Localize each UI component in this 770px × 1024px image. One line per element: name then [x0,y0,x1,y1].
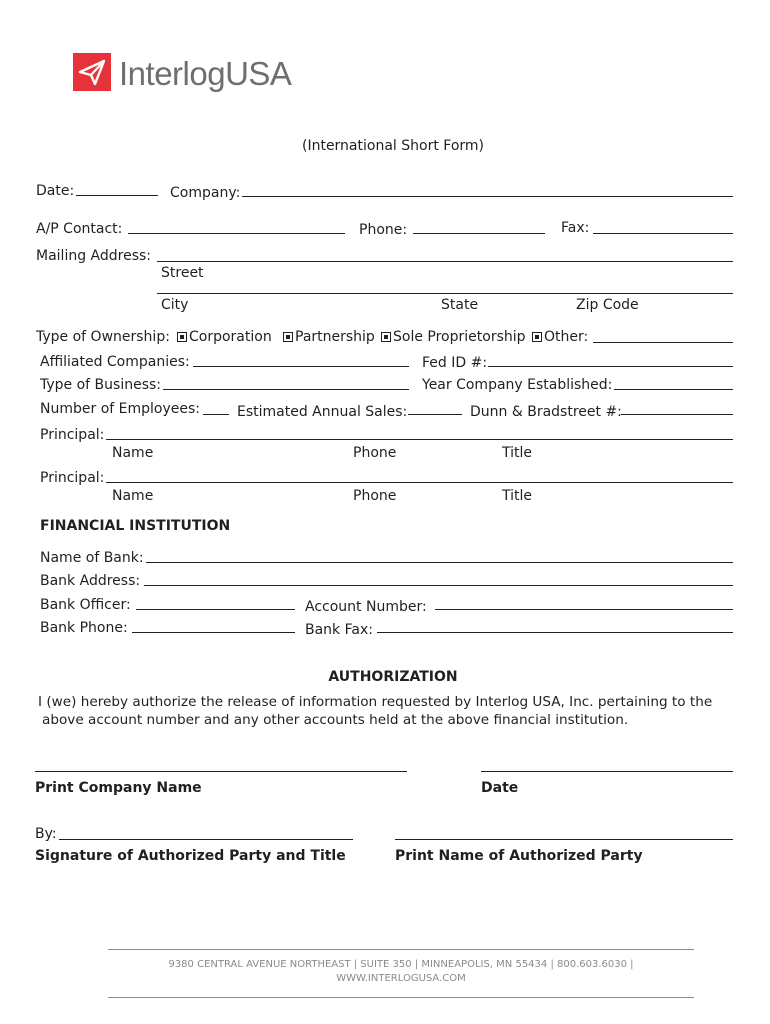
ap-contact-field[interactable] [128,233,345,234]
date-label: Date: [36,183,75,199]
principal-1-name-caption: Name [112,445,154,461]
bank-phone-label: Bank Phone: [40,620,128,636]
date-signature-field[interactable] [481,771,733,772]
street-caption: Street [161,265,204,281]
paper-plane-icon [73,53,111,91]
bank-phone-field[interactable] [132,632,295,633]
account-number-label: Account Number: [305,599,427,615]
checkbox-icon[interactable] [532,332,542,342]
company-label: Company: [170,185,241,201]
footer-website[interactable]: WWW.INTERLOGUSA.COM [336,973,466,984]
principal-2-title-caption: Title [502,488,533,504]
checkbox-icon[interactable] [381,332,391,342]
mailing-address-label: Mailing Address: [36,248,152,264]
city-caption: City [161,297,189,313]
ownership-option-label: Corporation [189,329,272,345]
principal-2-field[interactable] [106,482,733,483]
by-label: By: [35,826,57,842]
principal-2-name-caption: Name [112,488,154,504]
company-field[interactable] [242,196,733,197]
checkbox-icon[interactable] [283,332,293,342]
business-type-label: Type of Business: [40,377,162,393]
print-company-name-field[interactable] [35,771,407,772]
employees-field[interactable] [203,414,229,415]
fed-id-field[interactable] [488,366,733,367]
authorization-text-line-2: above account number and any other accounts held at the above financial institution. [42,712,629,728]
print-company-name-caption: Print Company Name [35,780,202,796]
phone-field[interactable] [413,233,545,234]
state-caption: State [441,297,479,313]
ownership-option-label: Other: [544,329,589,345]
footer-address: 9380 CENTRAL AVENUE NORTHEAST | SUITE 350 | MINNEAPOLIS, MN 55434 | 800.603.6030 | [168,959,634,970]
affiliated-field[interactable] [193,366,409,367]
year-established-field[interactable] [614,389,733,390]
account-number-field[interactable] [435,609,733,610]
ownership-sole-proprietorship[interactable] [381,329,526,345]
principal-1-field[interactable] [106,439,733,440]
year-established-label: Year Company Established: [422,377,613,393]
ownership-corporation[interactable] [177,329,272,345]
ownership-other-field[interactable] [593,342,733,343]
principal-1-title-caption: Title [502,445,533,461]
ownership-partnership[interactable] [283,329,375,345]
print-name-caption: Print Name of Authorized Party [395,848,643,864]
employees-label: Number of Employees: [40,401,200,417]
ownership-option-label: Partnership [295,329,375,345]
affiliated-label: Affiliated Companies: [40,354,190,370]
financial-heading: FINANCIAL INSTITUTION [40,518,231,534]
authorization-text-line-1: I (we) hereby authorize the release of information requested by Interlog USA, Inc. pertaining to the [38,694,713,710]
bank-address-label: Bank Address: [40,573,141,589]
zip-caption: Zip Code [576,297,639,313]
bank-address-field[interactable] [144,585,733,586]
principal-1-label: Principal: [40,427,105,443]
fax-label: Fax: [561,220,590,236]
date-field[interactable] [76,195,158,196]
form-title: (International Short Form) [301,138,484,154]
city-state-zip-field[interactable] [157,293,733,294]
ap-contact-label: A/P Contact: [36,221,123,237]
footer-bottom-divider [108,997,694,998]
bank-fax-field[interactable] [377,632,733,633]
authorization-heading: AUTHORIZATION [328,669,458,685]
bank-fax-label: Bank Fax: [305,622,373,638]
ownership-option-label: Sole Proprietorship [393,329,526,345]
fax-field[interactable] [593,233,733,234]
signature-field[interactable] [59,839,353,840]
date-signature-caption: Date [481,780,519,796]
principal-2-phone-caption: Phone [353,488,397,504]
street-field[interactable] [157,261,733,262]
principal-2-label: Principal: [40,470,105,486]
bank-name-label: Name of Bank: [40,550,144,566]
phone-label: Phone: [359,222,408,238]
ownership-other[interactable] [532,329,588,345]
dunn-label: Dunn & Bradstreet #: [470,404,622,420]
principal-1-phone-caption: Phone [353,445,397,461]
bank-name-field[interactable] [146,562,733,563]
dunn-field[interactable] [621,414,733,415]
annual-sales-label: Estimated Annual Sales: [237,404,408,420]
fed-id-label: Fed ID #: [422,355,488,371]
signature-caption: Signature of Authorized Party and Title [35,848,346,864]
print-name-field[interactable] [395,839,733,840]
checkbox-icon[interactable] [177,332,187,342]
footer-top-divider [108,949,694,950]
business-type-field[interactable] [163,389,409,390]
brand-name: InterlogUSA [119,55,292,92]
bank-officer-field[interactable] [136,609,295,610]
ownership-label: Type of Ownership: [36,329,170,345]
annual-sales-field[interactable] [408,414,462,415]
bank-officer-label: Bank Officer: [40,597,131,613]
brand-logo-box [73,53,111,91]
